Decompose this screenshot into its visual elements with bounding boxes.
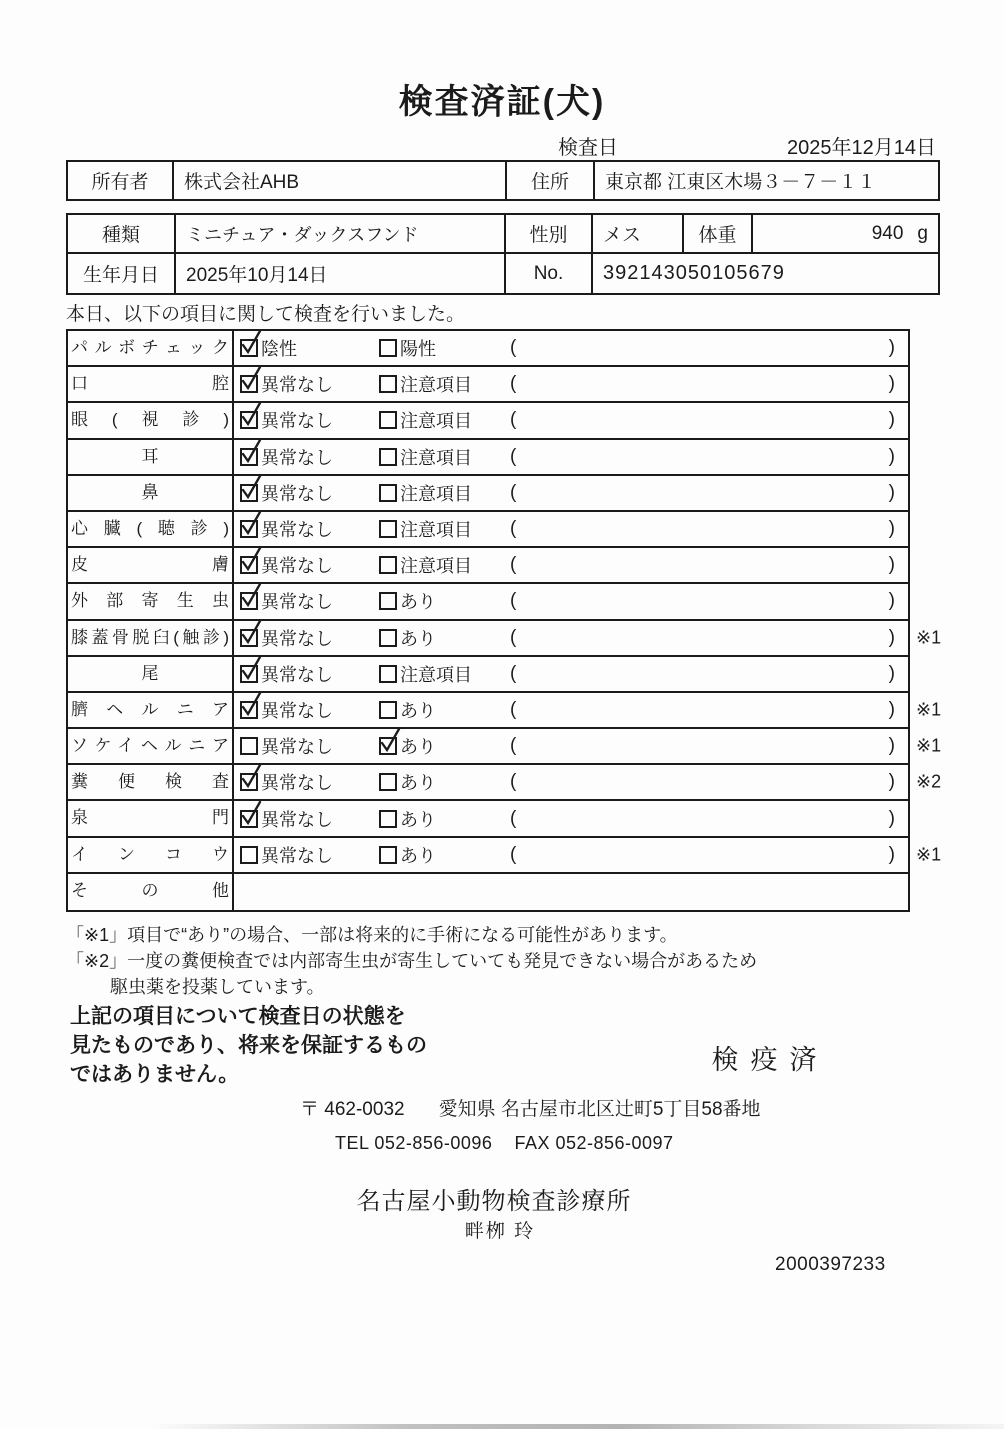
check-item-label: 外部寄生虫	[68, 584, 234, 618]
checkbox-icon	[240, 810, 258, 828]
clinic-name: 名古屋小動物検査診療所	[356, 1188, 632, 1215]
disclaimer-line2: 見たものであり、将来を保証するもの	[70, 1033, 427, 1057]
paren-close: )	[888, 735, 895, 757]
result-option-2-label: 陽性	[400, 339, 436, 360]
result-option-1-label: 異常なし	[261, 664, 333, 685]
checkbox-icon	[379, 701, 397, 719]
paren-close: )	[888, 698, 895, 720]
result-option-2-label: あり	[400, 845, 436, 866]
result-option-2-label: 注意項目	[400, 447, 472, 468]
result-option-1	[240, 733, 379, 759]
check-item-content	[234, 512, 908, 546]
page-title: 検査済証(犬)	[398, 83, 606, 121]
checkbox-icon	[379, 556, 397, 574]
check-item-content	[234, 440, 908, 474]
result-option-2	[379, 697, 510, 723]
table-row	[68, 621, 942, 657]
paren-close: )	[888, 481, 895, 503]
checkbox-icon	[379, 773, 397, 791]
weight-label: 体重	[684, 215, 753, 254]
table-row	[68, 403, 908, 439]
result-option-1-label: 異常なし	[261, 556, 333, 577]
paren-close: )	[888, 409, 895, 431]
checkbox-icon	[379, 846, 397, 864]
check-item-content	[234, 657, 908, 691]
checkbox-icon	[379, 592, 397, 610]
result-option-2-label: 注意項目	[400, 483, 472, 504]
number-label: No.	[506, 254, 593, 293]
check-item-content	[234, 621, 908, 655]
check-mark-icon	[239, 437, 263, 465]
veterinarian-name: 畔栁 玲	[464, 1221, 536, 1242]
check-mark-icon	[378, 726, 402, 754]
result-option-1	[240, 407, 379, 433]
result-option-2-label: あり	[400, 809, 436, 830]
clinic-fax: FAX 052-856-0097	[514, 1133, 674, 1153]
check-item-label: その他	[68, 874, 234, 910]
result-option-1-label: 異常なし	[261, 375, 333, 396]
check-item-label: ソケイヘルニア	[68, 729, 234, 763]
paren-close: )	[888, 843, 895, 865]
table-row	[68, 838, 942, 874]
result-option-2	[379, 625, 510, 651]
table-row	[68, 440, 908, 476]
result-option-1	[240, 842, 379, 868]
address-label: 住所	[507, 162, 595, 199]
result-option-2-label: あり	[400, 628, 436, 649]
check-item-content	[234, 548, 908, 582]
result-option-1-label: 陰性	[261, 339, 297, 360]
paren-open: (	[510, 735, 517, 757]
paren-open: (	[510, 409, 517, 431]
paren-open: (	[510, 626, 517, 648]
check-item-label: 眼(視診)	[68, 403, 234, 437]
serial-number: 2000397233	[775, 1254, 886, 1275]
breed-value: ミニチュア・ダックスフンド	[176, 215, 506, 254]
result-option-1	[240, 625, 379, 651]
result-option-2-label: 注意項目	[400, 664, 472, 685]
checkbox-icon	[240, 592, 258, 610]
table-row	[68, 331, 908, 367]
result-option-2	[379, 552, 510, 578]
check-item-label: 口腔	[68, 367, 234, 401]
owner-table	[66, 160, 940, 201]
checkbox-icon	[379, 737, 397, 755]
paren-open: (	[510, 481, 517, 503]
check-mark-icon	[239, 328, 263, 356]
quarantine-stamp: 検疫済	[711, 1045, 829, 1075]
owner-label: 所有者	[68, 162, 174, 199]
result-option-2	[379, 480, 510, 506]
check-mark-icon	[239, 690, 263, 718]
clinic-address: 愛知県 名古屋市北区辻町5丁目58番地	[438, 1099, 761, 1120]
check-mark-icon	[239, 762, 263, 790]
result-option-1	[240, 480, 379, 506]
check-item-content	[234, 874, 908, 910]
result-option-1	[240, 516, 379, 542]
check-item-label: 心臓(聴診)	[68, 512, 234, 546]
result-option-2	[379, 769, 510, 795]
paren-open: (	[510, 554, 517, 576]
checkbox-icon	[240, 737, 258, 755]
result-option-2-label: あり	[400, 773, 436, 794]
table-row	[68, 693, 942, 729]
note-mark: ※1	[916, 735, 942, 756]
sex-label: 性別	[506, 215, 593, 254]
check-item-label: 尾	[68, 657, 234, 691]
check-item-label: 臍ヘルニア	[68, 693, 234, 727]
result-option-2-label: 注意項目	[400, 411, 472, 432]
result-option-2	[379, 806, 510, 832]
disclaimer-text	[70, 1003, 427, 1090]
clinic-address-row	[300, 1094, 761, 1121]
result-option-1-label: 異常なし	[261, 845, 333, 866]
disclaimer-line1: 上記の項目について検査日の状態を	[70, 1005, 406, 1028]
paren-close: )	[888, 337, 895, 359]
table-row	[68, 874, 908, 910]
result-option-2	[379, 733, 510, 759]
check-item-label: パルボチェック	[68, 331, 234, 365]
table-row	[68, 657, 908, 693]
paren-close: )	[888, 807, 895, 829]
checkbox-icon	[240, 448, 258, 466]
birthdate-label: 生年月日	[68, 254, 176, 293]
paren-open: (	[510, 698, 517, 720]
table-row	[68, 548, 908, 584]
check-item-label: 糞便検査	[68, 765, 234, 799]
checkbox-icon	[379, 484, 397, 502]
intro-sentence: 本日、以下の項目に関して検査を行いました。	[66, 304, 466, 325]
owner-value: 株式会社AHB	[174, 162, 507, 199]
check-item-content	[234, 838, 908, 872]
checkbox-icon	[240, 484, 258, 502]
check-mark-icon	[239, 473, 263, 501]
paren-close: )	[888, 626, 895, 648]
result-option-1-label: 異常なし	[261, 700, 333, 721]
paren-open: (	[510, 337, 517, 359]
result-option-2	[379, 842, 510, 868]
checkbox-icon	[379, 339, 397, 357]
checkbox-icon	[379, 629, 397, 647]
note-mark: ※1	[916, 844, 942, 865]
checkbox-icon	[379, 375, 397, 393]
paren-open: (	[510, 771, 517, 793]
disclaimer-line3: ではありません。	[70, 1062, 240, 1086]
table-row	[68, 801, 908, 837]
result-option-1	[240, 552, 379, 578]
check-item-label: 泉門	[68, 801, 234, 835]
result-option-1	[240, 444, 379, 470]
paren-close: )	[888, 590, 895, 612]
result-option-1-label: 異常なし	[261, 773, 333, 794]
paren-close: )	[888, 445, 895, 467]
clinic-telfax-row	[335, 1133, 674, 1154]
birthdate-value: 2025年10月14日	[176, 254, 506, 293]
result-option-1-label: 異常なし	[261, 447, 333, 468]
check-mark-icon	[239, 581, 263, 609]
check-item-content	[234, 476, 908, 510]
result-option-1	[240, 588, 379, 614]
checkbox-icon	[240, 520, 258, 538]
check-item-content	[234, 584, 908, 618]
check-item-label: 膝蓋骨脱臼(触診)	[68, 621, 234, 655]
exam-date-value: 2025年12月14日	[787, 137, 936, 159]
breed-label: 種類	[68, 215, 176, 254]
result-option-2	[379, 661, 510, 687]
result-option-1	[240, 806, 379, 832]
checkbox-icon	[379, 520, 397, 538]
weight-value	[753, 215, 938, 254]
paren-open: (	[510, 373, 517, 395]
result-option-2	[379, 516, 510, 542]
check-item-content	[234, 765, 908, 799]
checkbox-icon	[379, 810, 397, 828]
checkbox-icon	[240, 701, 258, 719]
result-option-2	[379, 444, 510, 470]
checkbox-icon	[240, 846, 258, 864]
check-item-label: 耳	[68, 440, 234, 474]
result-option-1-label: 異常なし	[261, 628, 333, 649]
footnote-2-line2: 駆虫薬を投薬しています。	[110, 977, 325, 997]
paren-open: (	[510, 518, 517, 540]
sex-value: メス	[593, 215, 684, 254]
check-item-label: インコウ	[68, 838, 234, 872]
weight-number: 940	[871, 222, 904, 244]
check-mark-icon	[239, 545, 263, 573]
address-value: 東京都 江東区木場３－７－１１	[605, 172, 877, 193]
result-option-2-label: 注意項目	[400, 556, 472, 577]
table-row	[68, 584, 908, 620]
checkbox-icon	[240, 629, 258, 647]
postal-code: 〒 462-0032	[300, 1099, 405, 1120]
check-item-content	[234, 403, 908, 437]
table-row	[68, 765, 942, 801]
result-option-2	[379, 371, 510, 397]
result-option-1	[240, 335, 379, 361]
check-item-content	[234, 729, 908, 763]
weight-unit: g	[917, 222, 928, 244]
checkbox-icon	[240, 556, 258, 574]
checkbox-icon	[240, 773, 258, 791]
checkbox-icon	[240, 339, 258, 357]
check-mark-icon	[239, 400, 263, 428]
result-option-2-label: あり	[400, 592, 436, 613]
result-option-1-label: 異常なし	[261, 411, 333, 432]
check-item-content	[234, 331, 908, 365]
check-mark-icon	[239, 618, 263, 646]
check-item-label: 皮膚	[68, 548, 234, 582]
footnote-1: 「※1」項目で“あり”の場合、一部は将来的に手術になる可能性があります。	[66, 925, 678, 945]
checkbox-icon	[240, 375, 258, 393]
result-option-2-label: 注意項目	[400, 375, 472, 396]
footnote-2-line1: 「※2」一度の糞便検査では内部寄生虫が寄生していても発見できない場合があるため	[66, 951, 758, 971]
checkbox-icon	[379, 665, 397, 683]
scan-edge-artifact	[150, 1424, 1004, 1429]
result-option-2-label: あり	[400, 737, 436, 758]
exam-date-row	[558, 131, 936, 160]
check-mark-icon	[239, 654, 263, 682]
paren-close: )	[888, 662, 895, 684]
paren-close: )	[888, 771, 895, 793]
check-mark-icon	[239, 509, 263, 537]
note-mark: ※1	[916, 699, 942, 720]
paren-open: (	[510, 843, 517, 865]
result-option-1-label: 異常なし	[261, 592, 333, 613]
checkbox-icon	[240, 665, 258, 683]
result-option-2-label: 注意項目	[400, 520, 472, 541]
result-option-2	[379, 407, 510, 433]
pet-table	[66, 213, 940, 295]
table-row	[68, 367, 908, 403]
result-option-1	[240, 371, 379, 397]
result-option-1	[240, 769, 379, 795]
result-option-1-label: 異常なし	[261, 483, 333, 504]
result-option-1-label: 異常なし	[261, 737, 333, 758]
check-mark-icon	[239, 364, 263, 392]
paren-close: )	[888, 554, 895, 576]
result-option-1	[240, 661, 379, 687]
table-row	[68, 512, 908, 548]
note-mark: ※1	[916, 627, 942, 648]
result-option-1	[240, 697, 379, 723]
check-item-label: 鼻	[68, 476, 234, 510]
checkbox-icon	[379, 448, 397, 466]
result-option-2	[379, 335, 510, 361]
checkbox-icon	[240, 411, 258, 429]
check-item-content	[234, 693, 908, 727]
result-option-1-label: 異常なし	[261, 809, 333, 830]
paren-open: (	[510, 590, 517, 612]
paren-open: (	[510, 662, 517, 684]
paren-close: )	[888, 373, 895, 395]
check-items-table	[66, 329, 942, 912]
table-row	[68, 476, 908, 512]
note-mark: ※2	[916, 771, 942, 792]
checkbox-icon	[379, 411, 397, 429]
table-row	[68, 729, 942, 765]
result-option-1-label: 異常なし	[261, 520, 333, 541]
paren-open: (	[510, 445, 517, 467]
check-item-content	[234, 801, 908, 835]
clinic-tel: TEL 052-856-0096	[335, 1133, 493, 1153]
paren-open: (	[510, 807, 517, 829]
paren-close: )	[888, 518, 895, 540]
number-value: 392143050105679	[603, 262, 785, 284]
result-option-2-label: あり	[400, 700, 436, 721]
check-item-content	[234, 367, 908, 401]
result-option-2	[379, 588, 510, 614]
exam-date-label: 検査日	[558, 137, 618, 159]
check-mark-icon	[239, 799, 263, 827]
